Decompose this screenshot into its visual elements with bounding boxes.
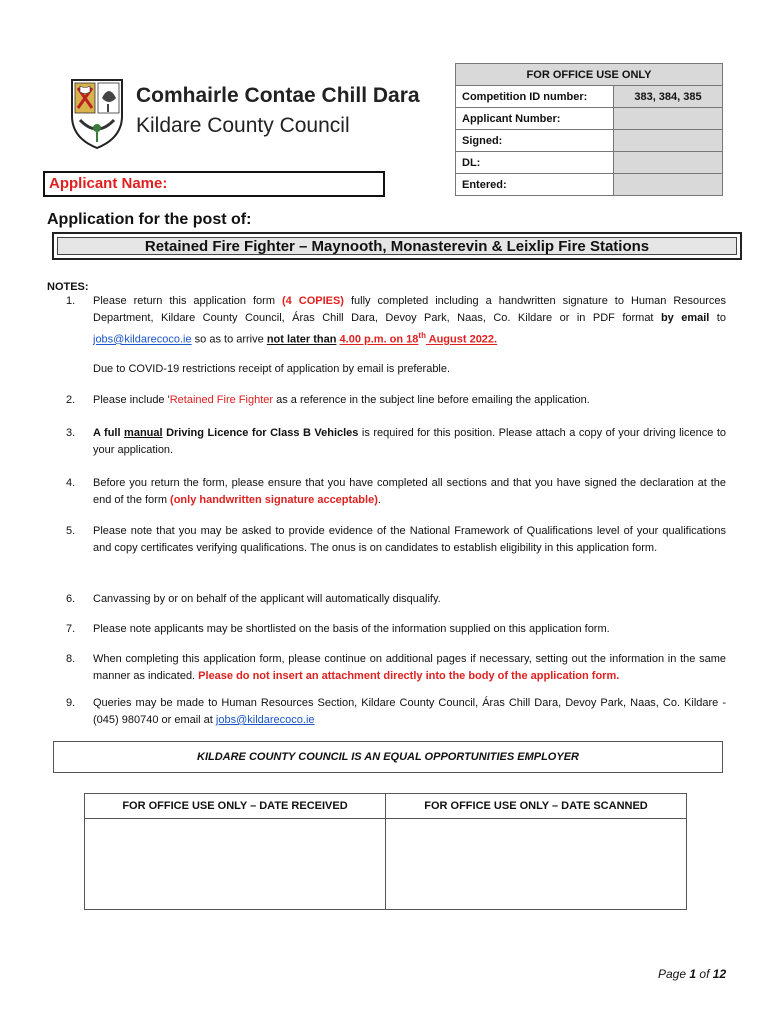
note-item	[66, 621, 726, 638]
date-scanned-field[interactable]	[386, 819, 687, 910]
note-number: 1.	[66, 295, 76, 307]
office-row-label: Signed:	[456, 130, 614, 152]
page-number: Page 1 of 12	[658, 967, 727, 981]
table-row	[456, 174, 723, 196]
email-link[interactable]: jobs@kildarecoco.ie	[215, 714, 315, 726]
equal-opportunities-banner: KILDARE COUNTY COUNCIL IS AN EQUAL OPPORTUNITIES EMPLOYER	[53, 741, 723, 773]
note-text: Please include 'Retained Fire Fighter as a reference in the subject line before emailing the application.	[93, 394, 590, 406]
note-number: 8.	[66, 653, 76, 665]
table-row	[456, 130, 723, 152]
table-row	[456, 108, 723, 130]
council-crest-icon	[66, 76, 128, 150]
applicant-name-label: Applicant Name:	[49, 175, 168, 192]
note-number: 2.	[66, 394, 76, 406]
office-row-label: DL:	[456, 152, 614, 174]
office-row-label: Applicant Number:	[456, 108, 614, 130]
applicant-name-field[interactable]	[43, 171, 385, 197]
note-text: Please return this application form (4 COPIES) fully completed including a handwritten signature to Human Resources Department, Kildare County Council, Áras Chill Dara, Devoy Park, Naas, Co. Kildare or in PDF format by email to jobs@kildarecoco.ie so as to arrive not later than 4.00 p.m. on 18th August 2022.	[93, 295, 726, 346]
note-text: Please note that you may be asked to provide evidence of the National Framework of Qualifications level of your qualifications and copy certificates verifying qualifications. The onus is on candidates to establish eligibility in this application form.	[93, 525, 726, 554]
date-received-field[interactable]	[85, 819, 386, 910]
note-text: Canvassing by or on behalf of the applicant will automatically disqualify.	[93, 593, 441, 605]
competition-id-value: 383, 384, 385	[614, 86, 723, 108]
note-item	[66, 475, 726, 509]
note-item	[66, 591, 726, 608]
covid-text: Due to COVID-19 restrictions receipt of application by email is preferable.	[93, 363, 451, 375]
note-text: Queries may be made to Human Resources Section, Kildare County Council, Áras Chill Dara, Devoy Park, Naas, Co. Kildare - (045) 980740 or email at jobs@kildarecoco.ie	[93, 697, 726, 726]
note-covid	[66, 361, 726, 378]
date-received-header: FOR OFFICE USE ONLY – DATE RECEIVED	[85, 794, 386, 819]
note-number: 9.	[66, 697, 76, 709]
note-number: 6.	[66, 593, 76, 605]
note-item	[66, 392, 726, 409]
council-name-english: Kildare County Council	[136, 114, 350, 137]
notes-title: NOTES:	[47, 281, 89, 293]
post-heading: Application for the post of:	[47, 211, 252, 228]
date-scanned-header: FOR OFFICE USE ONLY – DATE SCANNED	[386, 794, 687, 819]
note-number: 4.	[66, 477, 76, 489]
note-text: When completing this application form, please continue on additional pages if necessary, setting out the information in the same manner as indicated. Please do not insert an attachment directly into the body of the application form.	[93, 653, 726, 682]
post-title: Retained Fire Fighter – Maynooth, Monasterevin & Leixlip Fire Stations	[57, 237, 737, 255]
note-item	[66, 523, 726, 557]
table-row	[456, 152, 723, 174]
email-link[interactable]: jobs@kildarecoco.ie	[93, 333, 192, 346]
note-text: Please note applicants may be shortlisted on the basis of the information supplied on this application form.	[93, 623, 610, 635]
office-dates-table	[84, 793, 687, 910]
note-number: 5.	[66, 525, 76, 537]
note-item	[66, 293, 726, 349]
office-table-title: FOR OFFICE USE ONLY	[456, 64, 723, 86]
note-item	[66, 651, 726, 685]
office-row-label: Entered:	[456, 174, 614, 196]
note-text: A full manual Driving Licence for Class B Vehicles is required for this position. Please attach a copy of your driving licence to your application.	[93, 427, 727, 456]
note-text: Before you return the form, please ensure that you have completed all sections and that you have signed the declaration at the end of the form (only handwritten signature acceptable).	[93, 477, 726, 506]
office-use-table	[455, 63, 723, 196]
note-number: 3.	[66, 427, 76, 439]
entered-field[interactable]	[614, 174, 723, 196]
note-item	[66, 425, 726, 459]
council-name-irish: Comhairle Contae Chill Dara	[136, 84, 420, 107]
office-row-label: Competition ID number:	[456, 86, 614, 108]
signed-field[interactable]	[614, 130, 723, 152]
note-number: 7.	[66, 623, 76, 635]
applicant-number-field[interactable]	[614, 108, 723, 130]
post-title-box	[52, 232, 742, 260]
note-item	[66, 695, 726, 729]
dl-field[interactable]	[614, 152, 723, 174]
table-row	[456, 86, 723, 108]
